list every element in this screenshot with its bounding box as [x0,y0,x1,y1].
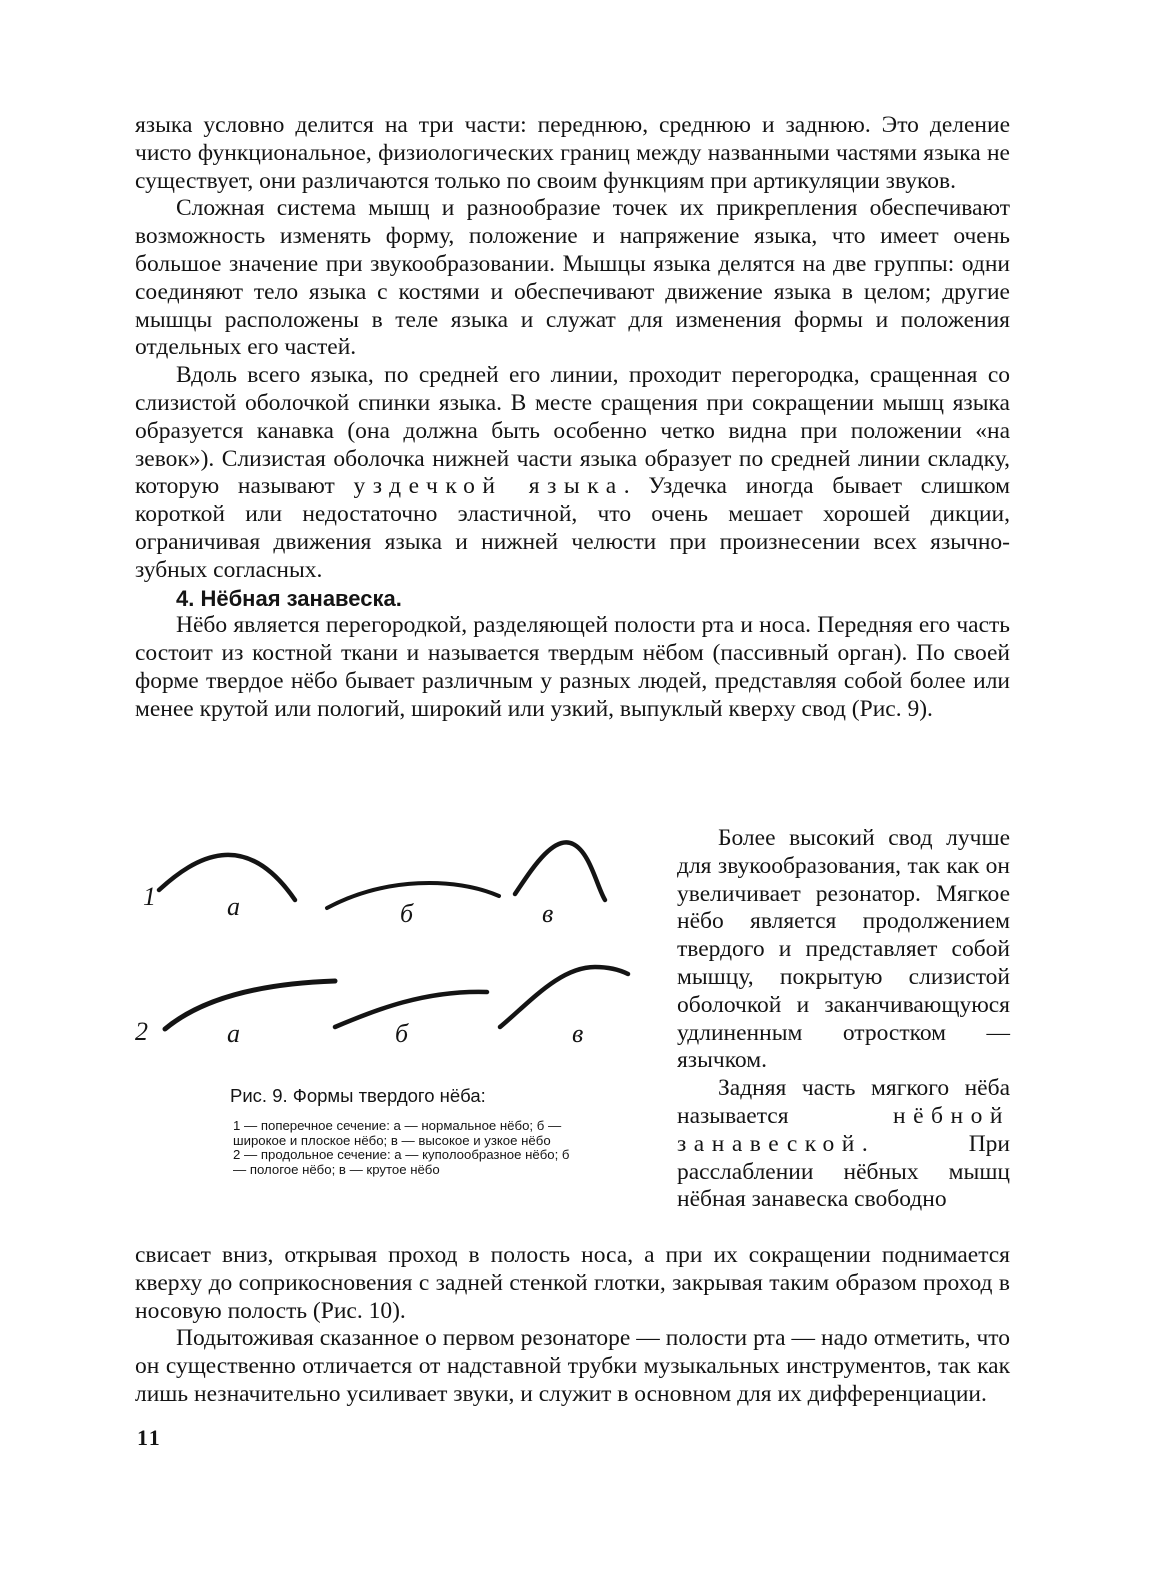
paragraph: Подытоживая сказанное о первом резонаторе — полости рта — надо отметить, что он существенно отличается от надставной трубки музыкальных инструментов, так как лишь незначительно усиливает звуки, и служит в основном для их дифференциации. [135,1325,1010,1407]
text-block-bottom [135,1242,1010,1409]
page-number: 11 [137,1425,162,1450]
text-run: Вдоль всего языка, по средней его линии, проходит перегородка, сращенная со слизистой оболочкой спинки языка. В месте сращения при сокращении мышц языка образуется канавка (она должна быть особенно четко видна при положении «на зевок»). Слизистая оболочка нижней части языка образует по средней линии складку, которую называют [135,362,1010,500]
legend-item: 2 — продольное сечение: а — куполообразное нёбо; б — пологое нёбо; в — крутое нёбо [233,1147,570,1177]
curve-longitudinal-dome [165,981,335,1029]
text-run: Задняя часть мягкого нёба называется [677,1075,1010,1129]
paragraph [677,1075,1010,1214]
figure-caption: Рис. 9. Формы твердого нёба: [230,1085,486,1106]
shape-label: а [227,892,240,921]
row-number: 2 [135,1017,148,1046]
curve-longitudinal-gentle [335,992,487,1027]
palate-shapes-diagram [135,832,635,1082]
curve-transverse-high-narrow [515,842,605,900]
figure-legend [233,1119,585,1177]
shape-label: б [395,1019,409,1048]
paragraph: свисает вниз, открывая проход в полость носа, а при их сокращении поднимается кверху до соприкосновения с задней стенкой глотки, закрывая таким образом проход в носовую полость (Рис. 10). [135,1242,1010,1324]
section-heading: 4. Нёбная занавеска. [176,585,402,611]
shape-label: в [542,899,554,928]
shape-label: б [400,899,414,928]
paragraph [135,362,1010,584]
paragraph: Более высокий свод лучше для звукообразования, так как он увеличивает резонатор. Мягкое нёбо является продолжением твердого и представляет собой мышцу, покрытую слизистой оболочкой и заканчивающуюся удлиненным отростком — язычком. [677,825,1010,1074]
paragraph: Нёбо является перегородкой, разделяющей полости рта и носа. Передняя его часть состоит из костной ткани и называется твердым нёбом (пассивный орган). По своей форме твердое нёбо бывает различным у разных людей, представляя собой более или менее крутой или пологий, широкий или узкий, выпуклый кверху свод (Рис. 9). [135,612,1010,722]
text-block-side [677,825,1010,1214]
paragraph: языка условно делится на три части: переднюю, среднюю и заднюю. Это деление чисто функциональное, физиологических границ между названными частями языка не существует, они различаются только по своим функциям при артикуляции звуков. [135,112,1010,194]
legend-item: 1 — поперечное сечение: а — нормальное нёбо; б — широкое и плоское нёбо; в — высокое и узкое нёбо [233,1118,562,1148]
shape-label: а [227,1019,240,1048]
text-run: . Уздечка иногда бывает слишком короткой или недостаточно эластичной, что очень мешает хорошей дикции, ограничивая движения языка и нижней челюсти при произнесении всех язычно-зубных согласных. [135,473,1011,583]
shape-label: в [572,1019,584,1048]
paragraph: Сложная система мышц и разнообразие точек их прикрепления обеспечивают возможность изменять форму, положение и напряжение языка, что имеет очень большое значение при звукообразовании. Мышцы языка делятся на две группы: одни соединяют тело языка с костями и обеспечивают движение языка в целом; другие мышцы расположены в теле языка и служат для изменения формы и положения отдельных его частей. [135,195,1010,361]
term-emphasis: уздечкой языка [353,473,624,500]
term-emphasis: нёбной занавеской [677,1102,1010,1157]
row-number: 1 [143,882,156,911]
text-block-top [135,112,1010,724]
curve-longitudinal-steep [500,967,628,1027]
figure-9 [135,832,635,1232]
text-run: . При расслаблении нёбных мышц нёбная занавеска свободно [677,1130,1010,1213]
